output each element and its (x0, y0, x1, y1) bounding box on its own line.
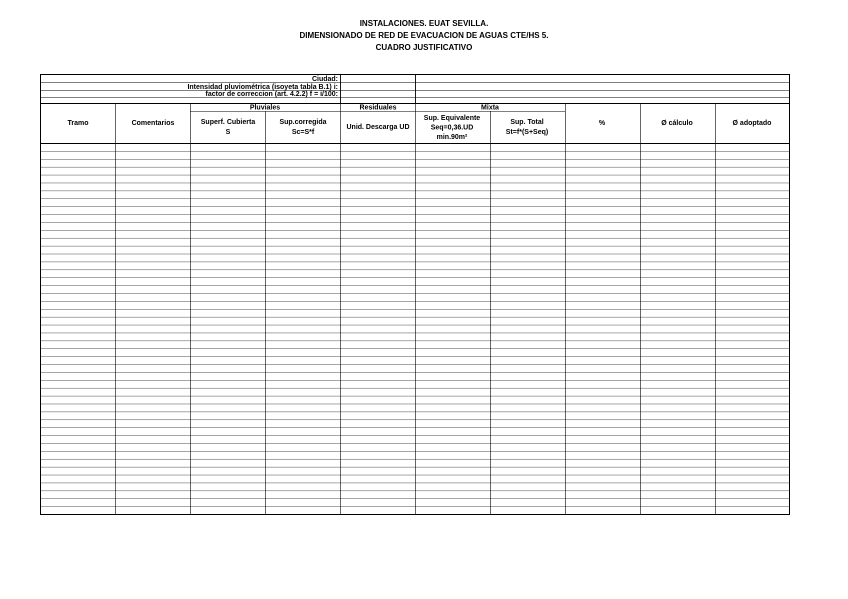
group-pluviales: Pluviales (249, 104, 281, 112)
col-percent: % (598, 120, 606, 127)
col-supcorr-line2: Sc=S*f (291, 129, 315, 136)
col-supcorr-line1: Sup.corregida (279, 119, 327, 126)
group-residuales: Residuales (359, 104, 397, 112)
title-document: DIMENSIONADO DE RED DE EVACUACION DE AGUAS CTE/HS 5. (299, 31, 549, 40)
col-suptot-line2: St=f*(S+Seq) (505, 129, 549, 136)
info-ciudad-label: Ciudad: (311, 76, 338, 83)
col-suptot-line1: Sup. Total (510, 119, 544, 126)
col-comentarios: Comentarios (131, 120, 175, 127)
group-mixta: Mixta (481, 104, 499, 112)
table-border (41, 75, 790, 515)
info-factor-label: factor de correccion (art. 4.2.2) f = i/100: (205, 91, 338, 98)
col-diam-adoptado: Ø adoptado (732, 120, 772, 127)
title-subtitle: CUADRO JUSTIFICATIVO (375, 43, 473, 52)
col-superf-line2: S (225, 129, 231, 136)
col-unid-descarga: Unid. Descarga UD (346, 124, 410, 131)
col-tramo: Tramo (67, 120, 89, 127)
title-institution: INSTALACIONES. EUAT SEVILLA. (359, 19, 489, 28)
col-supeq-line3: min.90m² (436, 134, 468, 141)
col-diam-calculo: Ø cálculo (661, 120, 693, 127)
col-superf-line1: Superf. Cubierta (200, 119, 256, 126)
col-supeq-line2: Seq=0,36.UD (430, 124, 474, 132)
info-intensidad-label: Intensidad pluviométrica (isoyeta tabla B.1) i: (187, 84, 338, 91)
col-supeq-line1: Sup. Equivalente (423, 115, 481, 122)
